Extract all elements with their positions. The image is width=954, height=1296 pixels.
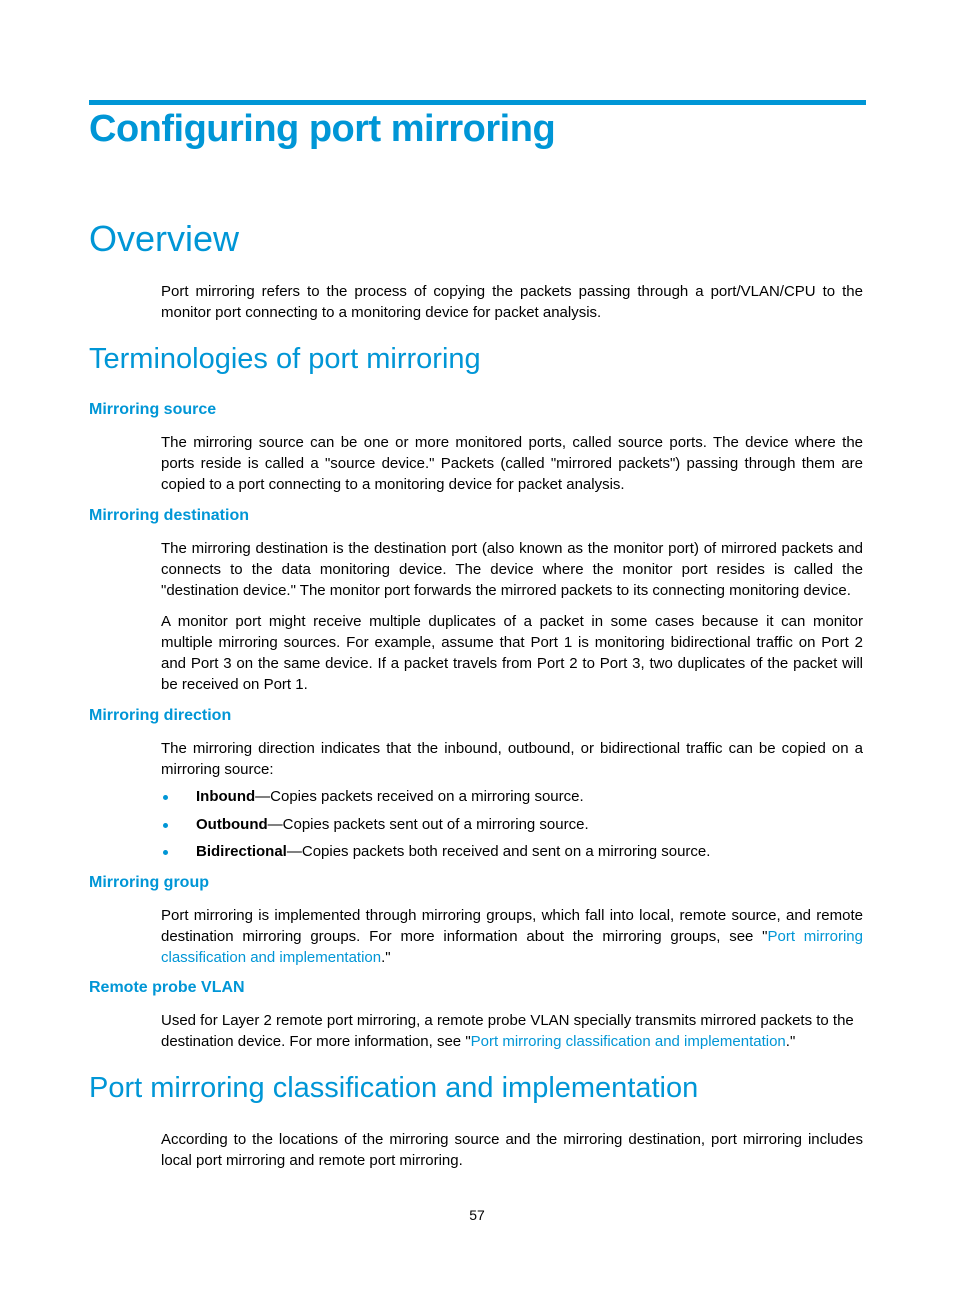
remote-probe-vlan-text-before: Used for Layer 2 remote port mirroring, a remote probe VLAN specially transmits mirrored packets to the destination device. For more information, see "	[161, 1012, 854, 1050]
classification-text: According to the locations of the mirroring source and the mirroring destination, port mirroring includes local port mirroring and remote port mirroring.	[161, 1131, 863, 1169]
mirroring-direction-list	[161, 786, 863, 869]
mirroring-source-heading: Mirroring source	[89, 401, 217, 418]
list-item	[161, 814, 863, 842]
mirroring-destination-heading: Mirroring destination	[89, 507, 249, 524]
overview-heading: Overview	[89, 218, 240, 259]
overview-intro: Port mirroring refers to the process of copying the packets passing through a port/VLAN/CPU to the monitor port connecting to a monitoring device for packet analysis.	[161, 283, 863, 321]
page-number: 57	[469, 1207, 485, 1223]
remote-probe-vlan-text-after: ."	[785, 1033, 796, 1050]
chapter-rule	[89, 100, 866, 105]
list-item-desc: —Copies packets sent out of a mirroring source.	[267, 815, 589, 833]
mirroring-group-text-after: ."	[381, 949, 391, 966]
mirroring-group-heading: Mirroring group	[89, 874, 209, 891]
list-item	[161, 786, 863, 814]
bullet-icon	[163, 795, 168, 800]
remote-probe-vlan-heading: Remote probe VLAN	[89, 979, 245, 996]
list-item-term: Outbound	[196, 815, 268, 833]
list-item-term: Bidirectional	[196, 843, 287, 860]
remote-probe-vlan-text	[161, 1010, 863, 1052]
mirroring-direction-text: The mirroring direction indicates that the inbound, outbound, or bidirectional traffic can be copied on a mirroring source:	[161, 740, 863, 778]
mirroring-direction-heading: Mirroring direction	[89, 707, 232, 724]
terminologies-heading: Terminologies of port mirroring	[89, 343, 481, 375]
mirroring-group-text-before: Port mirroring is implemented through mirroring groups, which fall into local, remote source, and remote destination mirroring groups. For more information about the mirroring groups, see "	[161, 907, 863, 945]
mirroring-group-text	[161, 905, 863, 968]
classification-link[interactable]: Port mirroring classification and implementation	[470, 1033, 786, 1050]
bullet-icon	[163, 850, 168, 855]
list-item-term: Inbound	[196, 788, 256, 805]
list-item	[161, 841, 863, 869]
bullet-icon	[163, 823, 168, 828]
mirroring-source-text: The mirroring source can be one or more monitored ports, called source ports. The device where the ports reside is called a "source device." Packets (called "mirrored packets") passing through them are copied to a port connecting to a monitoring device for packet analysis.	[161, 434, 863, 493]
chapter-title: Configuring port mirroring	[89, 108, 556, 150]
classification-link[interactable]: Port mirroring classification and implementation	[161, 928, 863, 966]
mirroring-destination-text-2: A monitor port might receive multiple duplicates of a packet in some cases because it can monitor multiple mirroring sources. For example, assume that Port 1 is monitoring bidirectional traffic on Port 2 and Port 3 on the same device. If a packet travels from Port 2 to Port 3, two duplicates of the packet will be received on Port 1.	[161, 613, 863, 693]
classification-heading: Port mirroring classification and implementation	[89, 1072, 699, 1104]
list-item-desc: —Copies packets received on a mirroring source.	[255, 788, 584, 805]
mirroring-destination-text-1: The mirroring destination is the destination port (also known as the monitor port) of mirrored packets and connects to the data monitoring device. The device where the monitor port resides is called the "destination device." The monitor port forwards the mirrored packets to its connecting monitoring device.	[161, 540, 863, 599]
list-item-desc: —Copies packets both received and sent on a mirroring source.	[286, 843, 711, 860]
